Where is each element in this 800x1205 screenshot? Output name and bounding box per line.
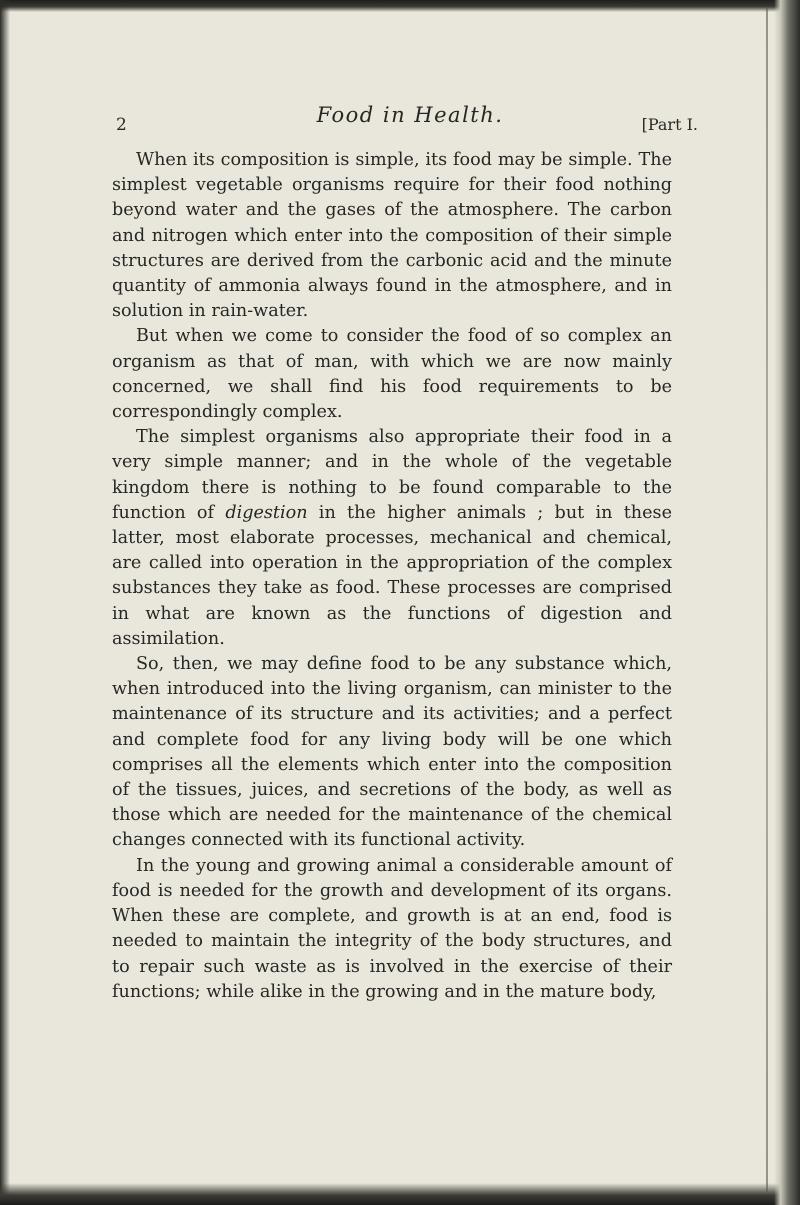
paragraph-3 <box>112 425 672 652</box>
running-header <box>112 103 708 143</box>
scan-bottom-edge <box>0 1183 800 1205</box>
emphasis-digestion: digestion <box>225 502 308 523</box>
paragraph-1: When its composition is simple, its food may be simple. The simplest vegetable organisms require for their food nothing beyond water and the gases of the atmosphere. The carbon and nitrogen which enter into the composition of their simple structures are derived from the carbonic acid and the minute quantity of ammonia always found in the atmosphere, and in solution in rain-water. <box>112 150 672 322</box>
paragraph-3-text-after: in the higher animals ; but in these latter, most elaborate processes, mechanical and chemical, are called into operation in the appropriation of the complex substances they take as food. These processes are comprised in what are known as the functions of digestion and assimilation. <box>112 502 672 649</box>
page-fold-line <box>766 8 768 1193</box>
scan-top-edge <box>0 0 800 12</box>
part-label: [Part I. <box>641 115 698 134</box>
paragraph-5: In the young and growing animal a considerable amount of food is needed for the growth and development of its organs. When these are complete, and growth is at an end, food is needed to maintain the integrity of the body structures, and to repair such waste as is involved in the exercise of their functions; while alike in the growing and in the mature body, <box>112 855 672 1002</box>
running-title: Food in Health. <box>316 103 504 127</box>
page-number: 2 <box>116 115 127 135</box>
paragraph-2: But when we come to consider the food of so complex an organism as that of man, with which we are now mainly concerned, we shall find his food requirements to be correspondingly complex. <box>112 326 672 423</box>
paragraph-4: So, then, we may define food to be any substance which, when introduced into the living organism, can minister to the maintenance of its structure and its activities; and a perfect and complete food for any living body will be one which comprises all the elements which enter into the composition of the tissues, juices, and secretions of the body, as well as those which are needed for the maintenance of the chemical changes connected with its functional activity. <box>112 654 672 851</box>
book-spine-shadow <box>774 0 800 1205</box>
paragraph-3-text-before: The simplest organisms also appropriate their food in a very simple manner; and in the whole of the vegetable kingdom there is nothing to be found comparable to the function of <box>112 427 672 523</box>
scan-left-edge <box>0 0 10 1205</box>
body-text <box>112 148 672 1005</box>
